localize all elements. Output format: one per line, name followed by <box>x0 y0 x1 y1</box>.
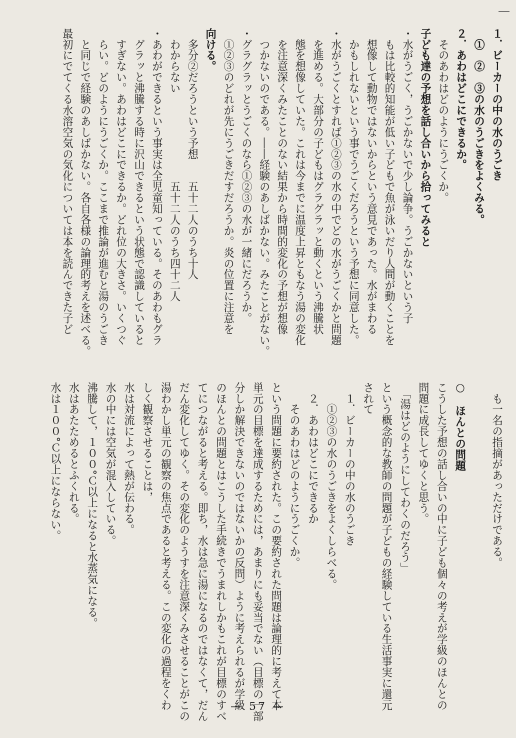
bottom-lines-line: 「湯はどのようにしてわくのだろう」 <box>399 382 411 574</box>
top-lines-line: 子ども達の予想を話し合いから拾ってみると <box>419 28 432 247</box>
top-lines-line: グラッと沸騰する時に沢山できるという状態で認識していると <box>133 28 145 346</box>
top-lines-line: ・あわができるという事実は全児童知っている。そのあわもグラ <box>150 28 163 346</box>
top-lines-line: らい。どのようにうごくか。ここまで推論が進むと湯のうごき <box>97 28 110 346</box>
bottom-lines-line: そのあわはどのようにうごくか。 <box>288 382 301 569</box>
top-lines-line: ・水がうごく，うごかないで少し論争。うごかないという子 <box>401 28 414 324</box>
bottom-lines-line: だん変化してゆく。その変化のようすを注意深くみさせることがこの <box>178 382 191 722</box>
bottom-lines-line: も一名の指摘があっただけである。 <box>491 382 503 569</box>
top-lines-line: ① ② ③の水のうごきをよくみる。 <box>473 28 486 226</box>
top-lines-line: 態を想像していた。これは今までに温度上昇ともなう湯の変化 <box>294 28 307 346</box>
bottom-lines-line: という概念的な教師の問題が子どもの経験している生活事実に還元 <box>380 382 393 711</box>
top-lines-line: と同じで経験のあしばかない。各自各様の論理的考えを述べる。 <box>79 28 92 357</box>
top-lines-line: 最初にでてくる水溶空気の気化については本を読んできた子ど <box>61 28 74 335</box>
bottom-lines-line: しく観察させることは， <box>141 382 154 503</box>
bottom-lines-line: ２．あわはどこにできるか <box>307 382 319 525</box>
top-lines-line: 想像して動物ではないからという意見であった。水がまわる <box>365 28 378 335</box>
bottom-lines-line: 問題に成長してゆくと思う。 <box>417 382 430 525</box>
bottom-lines-line: ①②③の水のうごきをよくしらべる。 <box>325 382 338 591</box>
top-lines-line: すぎない。あわはどこにできるか。どれ位の大きさ。いくつぐ <box>115 28 128 346</box>
top-lines-line: を注意深くみたことのない結果から時間的変化の予想が想像 <box>276 28 289 335</box>
bottom-lines-line: こうした予想の話し合いの中に子ども個々の考えが学級のほんとの <box>435 382 448 711</box>
top-lines-line: わからない 五十二人のうち四十二人 <box>168 28 181 302</box>
top-lines-line: １．ビーカーの中の水のうごき <box>491 28 503 182</box>
top-lines-line: 向ける。 <box>204 28 217 72</box>
top-lines-line: ２．あわはどこにできるか。 <box>455 28 468 171</box>
bottom-lines-line: 沸騰して，１００°Ｃ以上になると水蒸気になる。 <box>86 382 99 629</box>
bottom-lines-line: のほんとの問題とはこうした手続きでうまれしかもこれが目標のすべ <box>215 382 227 722</box>
top-lines-line: を進める。大部分の子どもはグラグラッと動くという沸騰状 <box>312 28 324 335</box>
page-number: — 57 — <box>230 700 286 713</box>
corner-mark: — <box>498 4 510 18</box>
top-lines-line: そのあわはどのようにうごくか。 <box>437 28 450 204</box>
top-lines-line: もは比較的知能が低い子どもで魚が泳いだり人間が動くことを <box>383 28 396 346</box>
top-lines-line: つかないのである。――経験のあしばかない。みたことがない。 <box>258 28 271 357</box>
bottom-lines-line: ○ ほんとの問題 <box>454 382 467 471</box>
top-lines-line: かもしれないという事でうごくだろうという予想に同意した。 <box>347 28 360 346</box>
bottom-lines-line: 単元の目標を達成するためには，あまりにも妥当でない（目標の一部 <box>251 382 264 722</box>
bottom-lines-line: 分しか解決できないのではないかの反問）ように考えられるが学級 <box>233 382 246 711</box>
bottom-lines-line: てにつながると考える。即ち，水は急に湯になるのではなくて，だん <box>196 382 209 722</box>
bottom-lines-line: されて <box>362 382 375 415</box>
bottom-lines-line: 水はあたためるとふくれる。 <box>67 382 80 525</box>
bottom-lines-line: 水の中には空気が混入している。 <box>104 382 117 547</box>
bottom-lines-line: １．ビーカーの中の水のうごき <box>343 382 356 547</box>
bottom-lines-line: 湯わかし単元の観察の焦点であると考える。この変化の過程をくわ <box>159 382 172 711</box>
bottom-lines-line: 水は対流によって熱が伝わる。 <box>123 382 135 536</box>
bottom-lines-line: という問題に要約された。この要約された問題は論理的に考えて本 <box>270 382 283 711</box>
top-lines-line: 多分②だろうという予想 五十二人のうち十人 <box>186 28 199 280</box>
top-lines-line: ①②③のどれが先にうごきだすだろうか。炎の位置に注意を <box>222 28 235 335</box>
top-lines-line: ・水がうごくとすれば①②③の水の中でどの水がうごくかと問題 <box>329 28 342 346</box>
top-lines-line: ・グラグラッとうごくのなら①②③の水が一緒にだろうか。 <box>240 28 253 324</box>
bottom-lines-line: 水は１００°Ｃ以上にならない。 <box>49 382 62 541</box>
